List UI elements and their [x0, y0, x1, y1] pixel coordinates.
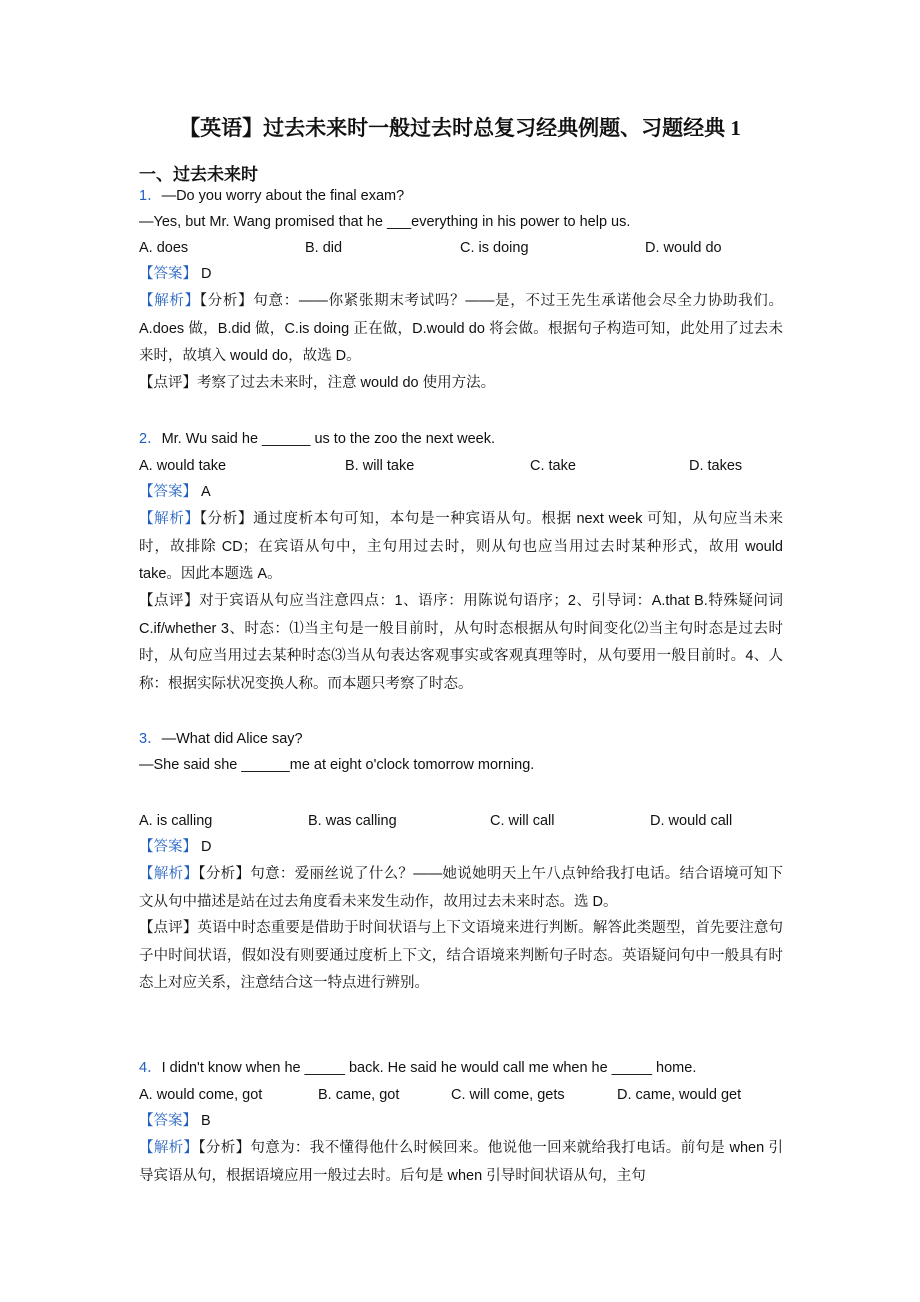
- answer-value: B: [201, 1113, 211, 1129]
- question-number: 2．: [139, 431, 162, 447]
- option-d: D. takes: [689, 458, 743, 474]
- answer-tag: 【答案】: [139, 266, 197, 282]
- question-text: I didn't know when he _____ back. He said he would call me when he _____ home.: [161, 1060, 697, 1076]
- answer-line: [139, 1111, 211, 1131]
- answer-line: [139, 482, 211, 502]
- option-c: C. take: [530, 458, 576, 474]
- question-1-line2: —Yes, but Mr. Wang promised that he ___everything in his power to help us.: [139, 214, 631, 230]
- question-2: [139, 429, 495, 449]
- answer-value: D: [201, 839, 212, 855]
- option-c: C. will call: [490, 813, 555, 829]
- analysis-paragraph: [139, 288, 783, 371]
- option-a: A. would take: [139, 458, 227, 474]
- option-b: B. was calling: [308, 813, 397, 829]
- question-number: 1．: [139, 188, 162, 204]
- analysis-paragraph: [139, 506, 783, 589]
- analysis-text: 【分析】句意：爱丽丝说了什么？——她说她明天上午八点钟给我打电话。结合语境可知下文从句中描述是站在过去角度看未来发生动作，故用过去未来时态。选 D。: [139, 866, 784, 910]
- comment-paragraph: 【点评】英语中时态重要是借助于时间状语与上下文语境来进行判断。解答此类题型，首先要注意句子中时间状语，假如没有则要通过度析上下文，结合语境来判断句子时态。英语疑问句中一般具有时态上对应关系，注意结合这一特点进行辨别。: [139, 920, 783, 991]
- answer-value: A: [201, 484, 211, 500]
- question-text: Mr. Wu said he ______ us to the zoo the next week.: [161, 431, 496, 447]
- question-number: 3．: [139, 731, 162, 747]
- option-d: D. came, would get: [617, 1087, 742, 1103]
- question-1: [139, 186, 404, 206]
- answer-tag: 【答案】: [139, 484, 197, 500]
- answer-tag: 【答案】: [139, 1113, 197, 1129]
- option-b: B. came, got: [318, 1087, 400, 1103]
- option-c: C. will come, gets: [451, 1087, 565, 1103]
- analysis-tag: 【解析】: [139, 293, 200, 309]
- option-c: C. is doing: [460, 240, 529, 256]
- option-b: B. did: [305, 240, 343, 256]
- question-4: [139, 1058, 696, 1078]
- analysis-tag: 【解析】: [139, 1140, 199, 1156]
- analysis-text: 【分析】通过度析本句可知，本句是一种宾语从句。根据 next week 可知，从句应当未来时，故排除 CD；在宾语从句中，主句用过去时，则从句也应当用过去时某种形式，故用 would take。因此本题选 A。: [139, 511, 784, 582]
- page-title: 【英语】过去未来时一般过去时总复习经典例题、习题经典 1: [179, 116, 741, 140]
- option-a: A. would come, got: [139, 1087, 263, 1103]
- question-text: —What did Alice say?: [161, 731, 303, 747]
- comment-paragraph: 【点评】对于宾语从句应当注意四点：1、语序：用陈说句语序；2、引导词：A.that B.特殊疑问词 C.if/whether 3、时态：⑴当主句是一般目前时，从句时态根据从句时间变化⑵当主句时态是过去时时，从句应当用过去某种时态⑶当从句表达客观事实或客观真理等时，从句要用一般目前时。4、人称：根据实际状况变换人称。而本题只考察了时态。: [139, 593, 783, 692]
- question-3: [139, 729, 303, 749]
- analysis-tag: 【解析】: [139, 511, 200, 527]
- question-number: 4．: [139, 1060, 162, 1076]
- question-3-line2: —She said she ______me at eight o'clock tomorrow morning.: [139, 757, 535, 773]
- option-a: A. does: [139, 240, 189, 256]
- analysis-text: 【分析】句意为：我不懂得他什么时候回来。他说他一回来就给我打电话。前句是 when 引导宾语从句，根据语境应用一般过去时。后句是 when 引导时间状语从句，主句: [139, 1140, 784, 1184]
- answer-line: [139, 837, 212, 857]
- analysis-text: 【分析】句意：——你紧张期末考试吗？——是，不过王先生承诺他会尽全力协助我们。A.does 做，B.did 做，C.is doing 正在做，D.would do 将会做。根据句子构造可知，此处用了过去未来时，故填入 would do，故选 D。: [139, 293, 784, 364]
- comment-paragraph: 【点评】考察了过去未来时，注意 would do 使用方法。: [139, 375, 496, 391]
- answer-value: D: [201, 266, 212, 282]
- option-d: D. would call: [650, 813, 733, 829]
- analysis-tag: 【解析】: [139, 866, 199, 882]
- answer-line: [139, 264, 212, 284]
- section-heading: 一、过去未来时: [139, 165, 258, 184]
- answer-tag: 【答案】: [139, 839, 197, 855]
- option-d: D. would do: [645, 240, 722, 256]
- option-a: A. is calling: [139, 813, 213, 829]
- question-text: —Do you worry about the final exam?: [161, 188, 405, 204]
- analysis-paragraph: [139, 861, 783, 916]
- option-b: B. will take: [345, 458, 415, 474]
- analysis-paragraph: [139, 1135, 783, 1190]
